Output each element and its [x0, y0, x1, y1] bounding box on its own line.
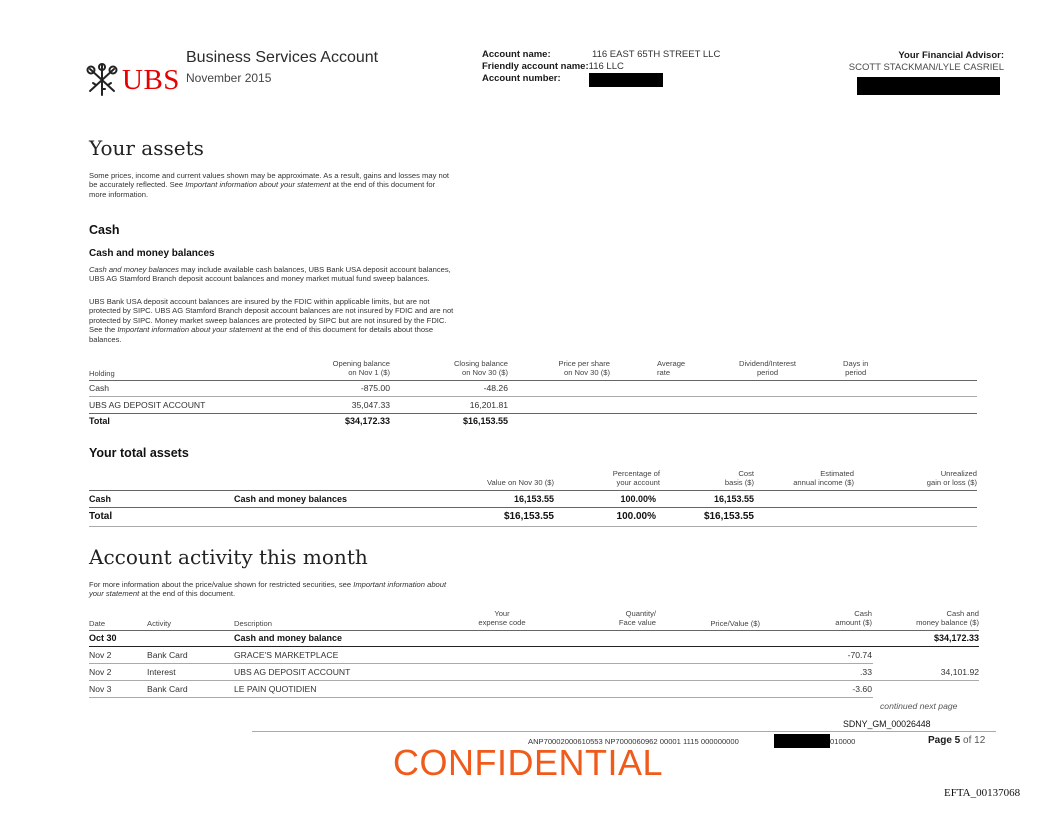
cmb-line: UBS Bank USA deposit account balances are insured by the FDIC within applicable limits, but are not — [89, 297, 430, 306]
col-header-line: Closing balance — [453, 359, 508, 368]
col-header-line: gain or loss ($) — [926, 478, 977, 487]
cmb-line — [89, 325, 529, 334]
cmb-paragraph-1 — [89, 265, 529, 284]
statement-month: November 2015 — [186, 71, 272, 85]
col-header-line: Your — [494, 609, 510, 618]
closing-cell: 16,201.81 — [469, 400, 508, 410]
activity-type: Bank Card — [147, 650, 188, 660]
col-header-unrealized — [880, 469, 977, 487]
table-rule — [89, 507, 977, 508]
col-header-line: on Nov 30 ($) — [461, 368, 508, 377]
brand-wordmark: UBS — [122, 64, 180, 96]
col-header-line: expense code — [478, 618, 526, 627]
col-header-line: Cash — [854, 609, 872, 618]
section-title-activity: Account activity this month — [89, 545, 368, 569]
footer-rule — [252, 731, 996, 732]
text-span: be accurately reflected. See — [89, 180, 184, 190]
important-info-ref: your statement — [89, 589, 140, 599]
text-span: at the end of this document for details about those — [264, 325, 434, 335]
cmb-line: UBS AG Stamford Branch deposit account balances and money market mutual fund sweep balances. — [89, 274, 430, 284]
col-header-value: Value on Nov 30 ($) — [487, 478, 554, 487]
col-header-line: Percentage of — [612, 469, 660, 478]
col-header-line: basis ($) — [724, 478, 754, 487]
col-header-percentage — [560, 469, 660, 487]
cmb-line: protected by SIPC. UBS AG Stamford Branch deposit account balances are not insured by FDIC and are not — [89, 306, 454, 316]
advisor-name: SCOTT STACKMAN/LYLE CASRIEL — [848, 62, 1004, 73]
document-title: Business Services Account — [186, 49, 379, 66]
text-span: For more information about the price/value shown for restricted securities, see — [89, 580, 352, 589]
assets-intro-line: more information. — [89, 189, 149, 199]
col-header-activity: Activity — [147, 619, 172, 628]
account-name-value: 116 EAST 65TH STREET LLC — [592, 49, 721, 60]
total-assets-row-label: Cash — [89, 494, 112, 504]
col-header-line: amount ($) — [835, 618, 872, 627]
account-number-label: Account number: — [482, 73, 561, 84]
activity-cash-amount: .33 — [860, 667, 872, 677]
text-span: See the — [89, 325, 116, 335]
opening-cell: 35,047.33 — [351, 400, 390, 410]
col-header-line: your account — [616, 478, 660, 487]
col-header-cash-amount — [800, 609, 872, 627]
advisor-redaction — [857, 77, 1000, 95]
text-span: may include available cash balances, UBS Bank USA deposit account balances, — [181, 265, 451, 274]
section-title-your-assets: Your assets — [89, 136, 204, 160]
account-name-label: Account name: — [482, 49, 551, 60]
total-assets-row-desc: Cash and money balances — [234, 494, 348, 504]
activity-description: GRACE'S MARKETPLACE — [234, 650, 339, 660]
col-header-line: Cash and — [946, 609, 979, 618]
table-rule — [89, 646, 979, 647]
cmb-paragraph-2 — [89, 297, 529, 344]
col-header-expense-code — [470, 609, 534, 627]
table-rule — [89, 663, 873, 664]
statement-code-suffix: 010000 — [830, 737, 856, 746]
total-closing: $16,153.55 — [462, 416, 508, 426]
activity-description: Cash and money balance — [234, 633, 343, 643]
continued-next-page: continued next page — [880, 701, 958, 711]
activity-balance: 34,101.92 — [940, 667, 979, 677]
col-header-cost-basis — [680, 469, 754, 487]
activity-date: Oct 30 — [89, 633, 117, 643]
total-opening: $34,172.33 — [344, 416, 390, 426]
col-header-line: Dividend/Interest — [739, 359, 796, 368]
col-header-cash-money-balance — [887, 609, 979, 627]
text-span: at the end of this document for — [332, 180, 436, 190]
friendly-name-label: Friendly account name: — [482, 61, 589, 72]
text-span: at the end of this document. — [141, 589, 236, 599]
table-rule — [89, 380, 977, 381]
col-header-closing — [408, 359, 508, 377]
col-header-date: Date — [89, 619, 106, 628]
table-rule — [89, 680, 979, 681]
table-rule — [89, 396, 977, 397]
cmb-line — [89, 265, 529, 274]
col-header-line: Face value — [618, 618, 656, 627]
col-header-holding: Holding — [89, 369, 115, 378]
activity-balance: $34,172.33 — [933, 633, 979, 643]
total-assets-row-cost: 16,153.55 — [713, 494, 754, 504]
col-header-line: Average — [657, 359, 686, 368]
important-info-ref: Important information about your statement — [185, 180, 331, 190]
page-number: Page 5 — [928, 735, 961, 746]
col-header-quantity — [580, 609, 656, 627]
col-header-line: Opening balance — [332, 359, 390, 368]
total-assets-total-value: $16,153.55 — [503, 511, 554, 522]
col-header-line: Days in — [843, 359, 869, 368]
total-assets-row-value: 16,153.55 — [513, 494, 554, 504]
page-total: of 12 — [963, 735, 986, 746]
col-header-line: Estimated — [820, 469, 854, 478]
assets-intro-line — [89, 180, 529, 189]
efta-number: EFTA_00137068 — [944, 787, 1021, 799]
holding-cell: UBS AG DEPOSIT ACCOUNT — [89, 400, 206, 410]
cmb-line: balances. — [89, 334, 122, 344]
col-header-days — [843, 359, 868, 377]
activity-date: Nov 2 — [89, 667, 112, 677]
assets-intro — [89, 171, 529, 199]
activity-date: Nov 2 — [89, 650, 112, 660]
table-rule — [89, 413, 977, 414]
activity-description: UBS AG DEPOSIT ACCOUNT — [234, 667, 351, 677]
total-assets-total-label: Total — [89, 511, 113, 522]
col-header-est-income — [770, 469, 854, 487]
friendly-name-value: 116 LLC — [588, 61, 624, 72]
cmb-line: protected by SIPC. Money market sweep balances are protected by SIPC but are not insured by the FDIC. — [89, 315, 447, 325]
heading-cash: Cash — [89, 223, 120, 237]
heading-your-total-assets: Your total assets — [89, 446, 189, 460]
heading-cash-money-balances: Cash and money balances — [89, 248, 215, 259]
col-header-description: Description — [234, 619, 272, 628]
col-header-line: on Nov 1 ($) — [348, 368, 390, 377]
col-header-line: period — [845, 368, 867, 377]
activity-note-line — [89, 589, 549, 598]
total-label: Total — [89, 416, 110, 426]
important-info-ref: Important information about — [353, 580, 447, 589]
bates-number: SDNY_GM_00026448 — [843, 719, 931, 729]
advisor-label: Your Financial Advisor: — [898, 50, 1004, 61]
activity-note — [89, 580, 549, 599]
opening-cell: -875.00 — [360, 383, 390, 393]
col-header-price — [520, 359, 610, 377]
holding-cell: Cash — [89, 383, 110, 393]
financial-advisor — [849, 50, 1004, 74]
important-info-ref: Important information about your statement — [117, 325, 263, 335]
col-header-price-value: Price/Value ($) — [710, 619, 760, 628]
table-rule — [89, 490, 977, 491]
col-header-line: Price per share — [558, 359, 610, 368]
activity-date: Nov 3 — [89, 684, 112, 694]
total-assets-row-pct: 100.00% — [620, 494, 656, 504]
total-assets-total-pct: 100.00% — [616, 511, 656, 522]
activity-cash-amount: -3.60 — [852, 684, 872, 694]
table-rule — [89, 697, 873, 698]
account-number-redaction — [589, 73, 663, 87]
col-header-line: period — [756, 368, 779, 377]
total-assets-total-cost: $16,153.55 — [703, 511, 754, 522]
col-header-div-interest — [739, 359, 796, 377]
col-header-line: annual income ($) — [793, 478, 854, 487]
activity-cash-amount: -70.74 — [847, 650, 872, 660]
table-rule — [89, 526, 977, 527]
statement-code: ANP70002000610553 NP7000060962 00001 1115 000000000 — [528, 737, 739, 746]
col-header-line: Unrealized — [940, 469, 977, 478]
col-header-line: rate — [657, 368, 671, 377]
assets-intro-line: Some prices, income and current values shown may be approximate. As a result, gains and losses may not — [89, 171, 450, 180]
activity-note-line — [89, 580, 549, 589]
activity-type: Bank Card — [147, 684, 188, 694]
col-header-opening — [290, 359, 390, 377]
confidential-stamp: CONFIDENTIAL — [392, 742, 664, 783]
col-header-line: Cost — [738, 469, 754, 478]
three-keys-icon — [84, 63, 120, 97]
activity-description: LE PAIN QUOTIDIEN — [234, 684, 317, 694]
col-header-line: money balance ($) — [916, 618, 979, 627]
ubs-logo — [84, 63, 180, 97]
col-header-line: Quantity/ — [625, 609, 656, 618]
activity-type: Interest — [147, 667, 176, 677]
col-header-avg-rate — [657, 359, 685, 377]
table-rule — [89, 630, 979, 631]
text-span: Cash and money balances — [89, 265, 179, 274]
col-header-line: on Nov 30 ($) — [563, 368, 610, 377]
closing-cell: -48.26 — [483, 383, 508, 393]
